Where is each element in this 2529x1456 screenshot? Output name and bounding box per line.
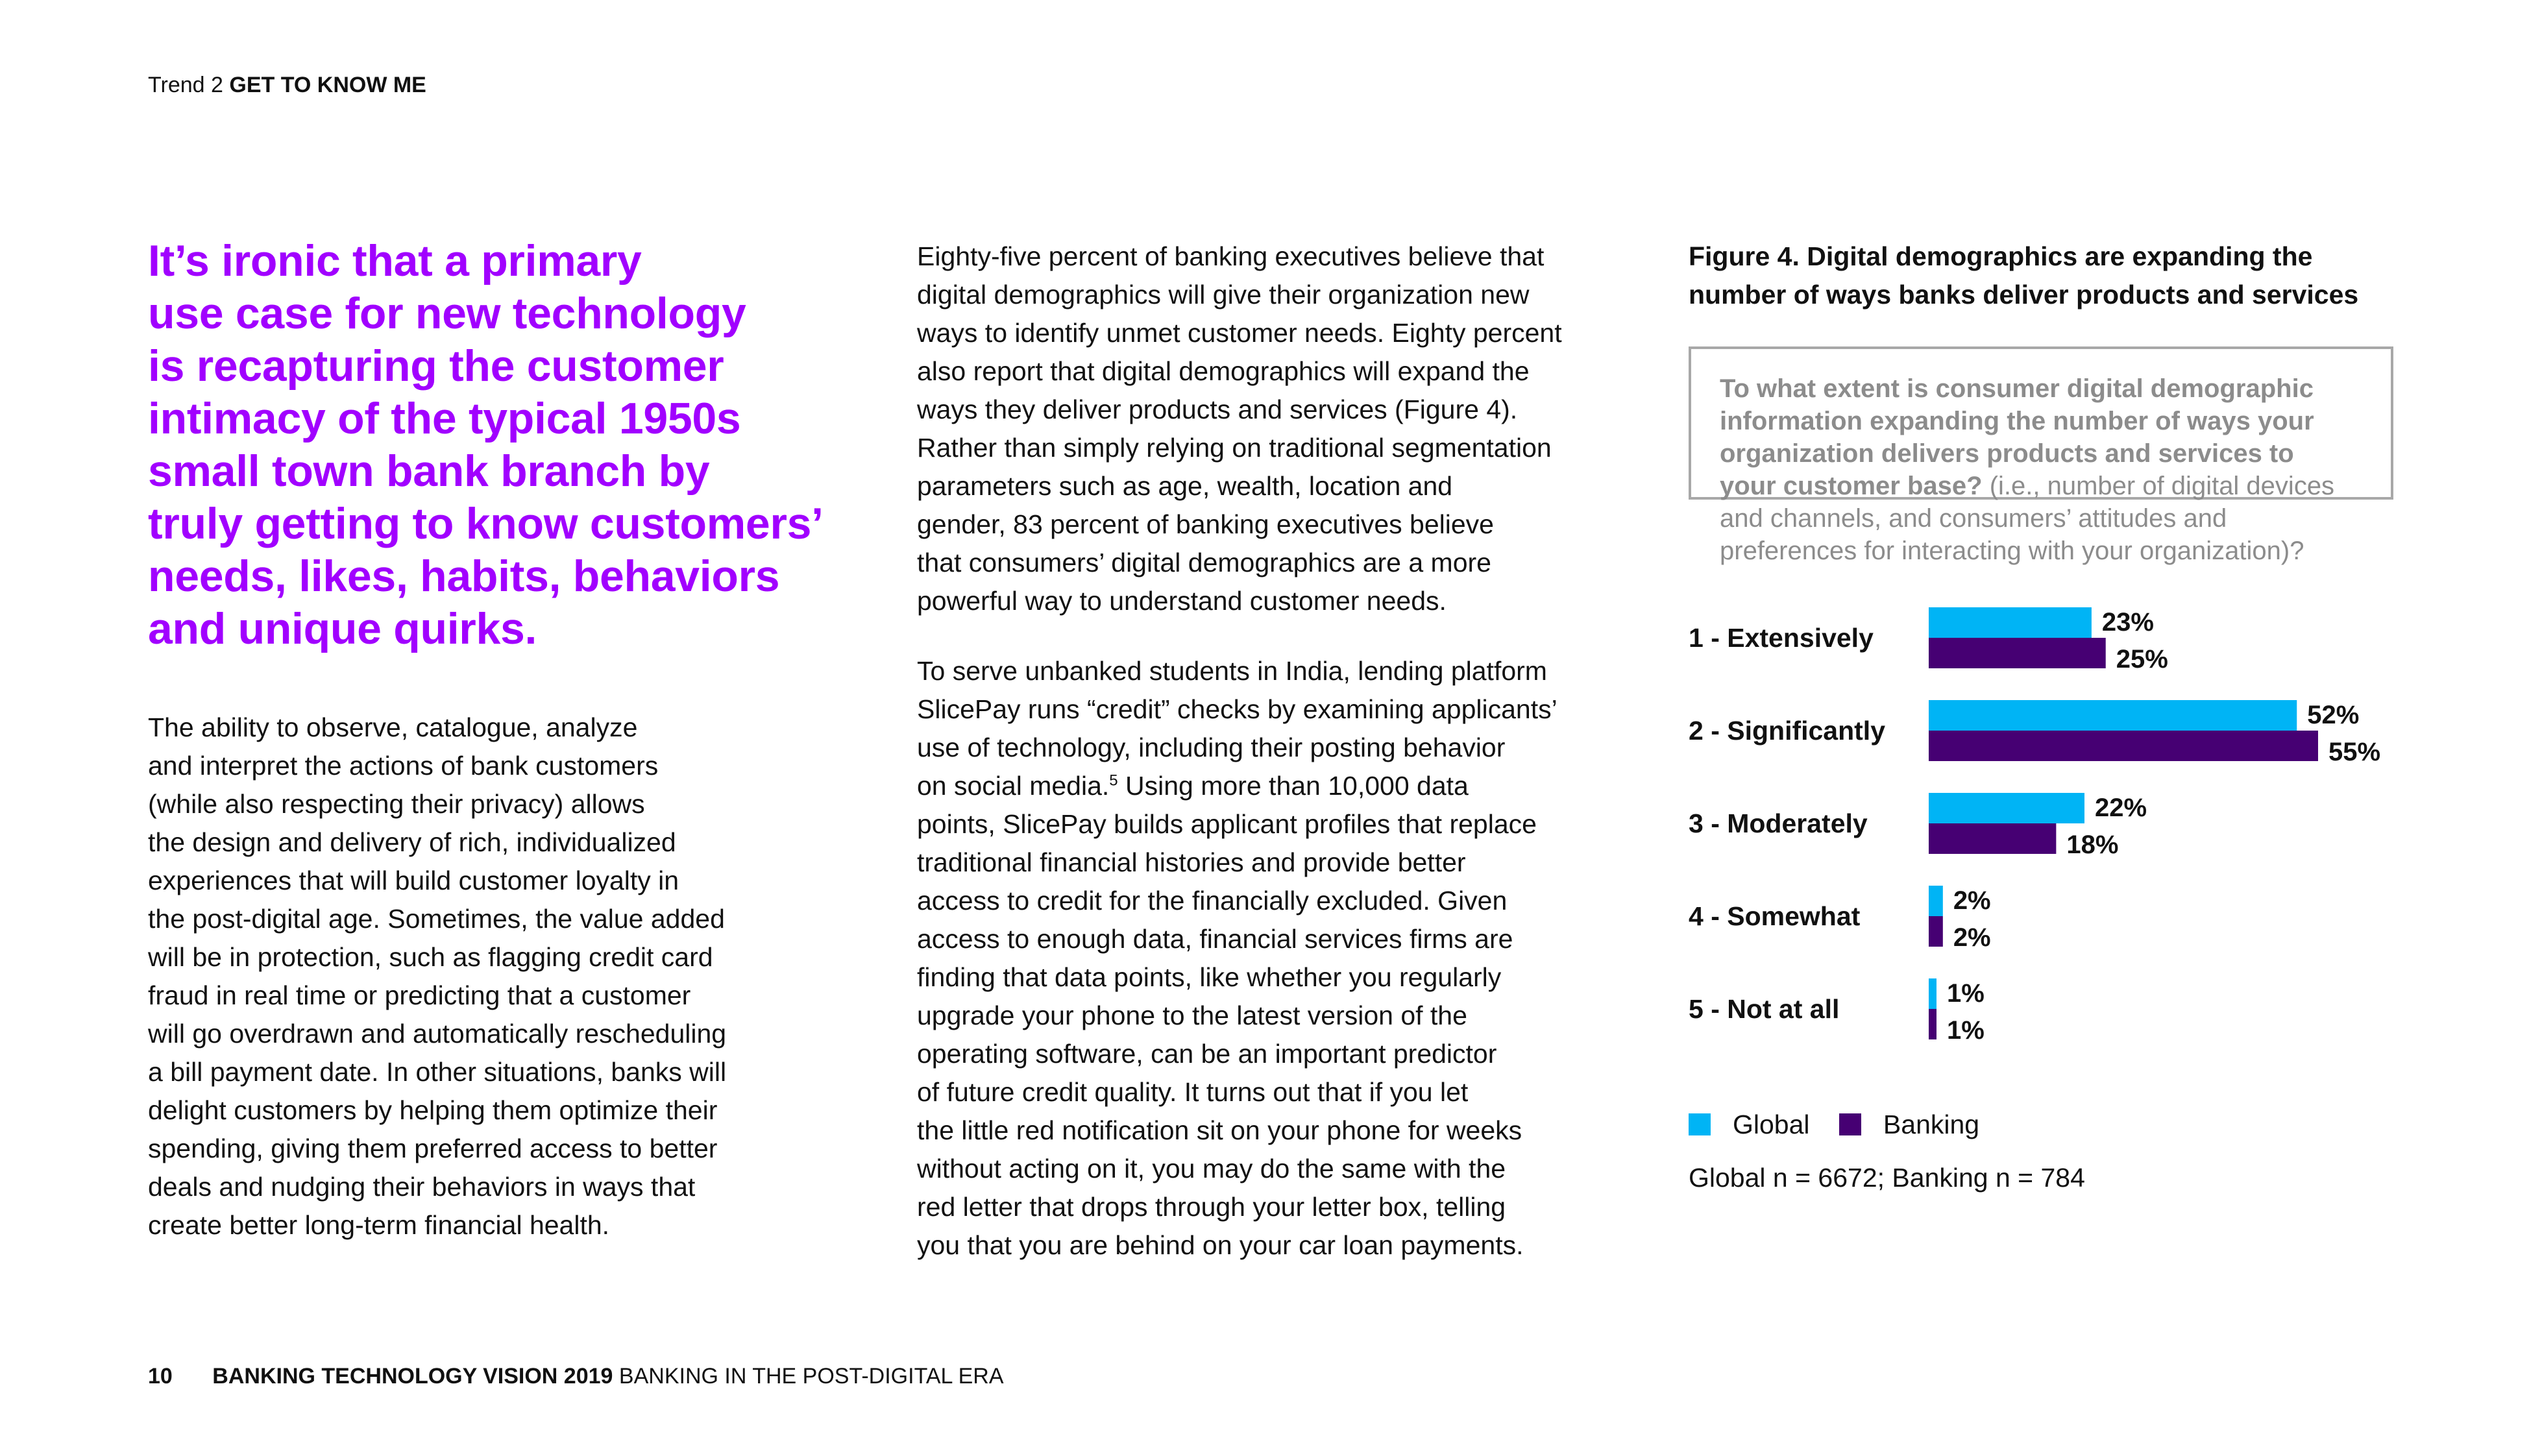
text-line: Rather than simply relying on traditional segmentation — [917, 433, 1552, 463]
pull-quote-line: needs, likes, habits, behaviors — [148, 552, 780, 601]
data-label-banking: 2% — [1953, 923, 1991, 952]
text-line: spending, giving them preferred access to better — [148, 1134, 718, 1163]
text-fragment: Using more than 10,000 data — [1118, 771, 1469, 801]
pull-quote-line: It’s ironic that a primary — [148, 236, 642, 285]
data-label-global: 52% — [2307, 701, 2360, 729]
bar-global — [1929, 978, 1936, 1009]
text-line: will be in protection, such as flagging credit card — [148, 942, 713, 972]
text-line: without acting on it, you may do the same with the — [917, 1154, 1506, 1183]
category-label: 1 - Extensively — [1689, 623, 1874, 653]
text-line: gender, 83 percent of banking executives believe — [917, 509, 1494, 539]
page-number: 10 — [148, 1364, 173, 1389]
text-line: the design and delivery of rich, individualized — [148, 827, 676, 857]
bar-banking — [1929, 916, 1943, 947]
question-fragment: (i.e., number of digital devices — [1982, 472, 2335, 500]
data-label-global: 2% — [1953, 886, 1991, 915]
data-label-global: 1% — [1947, 979, 1985, 1008]
data-label-global: 22% — [2095, 794, 2147, 822]
trend-title: GET TO KNOW ME — [229, 73, 426, 97]
text-line: The ability to observe, catalogue, analyze — [148, 712, 638, 742]
text-line: that consumers’ digital demographics are a more — [917, 548, 1491, 577]
question-fragment: your customer base? — [1720, 472, 1983, 500]
bar-chart — [1689, 607, 2402, 1045]
pull-quote-line: intimacy of the typical 1950s — [148, 394, 741, 443]
text-line: ways to identify unmet customer needs. Eighty percent — [917, 318, 1562, 348]
text-line: parameters such as age, wealth, location and — [917, 471, 1453, 501]
question-line — [1720, 470, 2362, 502]
figure-title — [1689, 237, 2402, 314]
data-label-banking: 25% — [2116, 645, 2168, 673]
text-line: powerful way to understand customer needs. — [917, 586, 1447, 616]
legend-label-global: Global — [1733, 1110, 1810, 1139]
question-line: organization delivers products and services to — [1720, 439, 2294, 468]
text-line: access to enough data, financial services firms are — [917, 924, 1513, 954]
text-line: access to credit for the financially excluded. Given — [917, 886, 1508, 916]
category-label: 4 - Somewhat — [1689, 901, 1861, 931]
legend-swatch-global — [1689, 1113, 1711, 1135]
legend-swatch-banking — [1839, 1113, 1861, 1135]
text-line: fraud in real time or predicting that a customer — [148, 980, 691, 1010]
data-label-banking: 1% — [1947, 1016, 1985, 1045]
category-label: 5 - Not at all — [1689, 994, 1840, 1024]
report-title: BANKING TECHNOLOGY VISION 2019 — [212, 1364, 613, 1389]
bar-banking — [1929, 823, 2056, 854]
left-column — [148, 235, 881, 1244]
middle-column — [917, 237, 1637, 1265]
text-line: (while also respecting their privacy) allows — [148, 789, 645, 819]
bar-banking — [1929, 731, 2318, 761]
text-line: delight customers by helping them optimize their — [148, 1095, 718, 1125]
pull-quote-line: use case for new technology — [148, 289, 746, 338]
bar-banking — [1929, 638, 2106, 668]
pull-quote-line: and unique quirks. — [148, 604, 537, 653]
chart-legend — [1689, 1108, 1979, 1141]
figure-title-line: number of ways banks deliver products and services — [1689, 280, 2359, 309]
category-label: 2 - Significantly — [1689, 716, 1885, 746]
question-line: To what extent is consumer digital demographic — [1720, 374, 2314, 403]
executives-paragraph — [917, 237, 1637, 620]
text-line: experiences that will build customer loyalty in — [148, 866, 679, 895]
sample-size-note: Global n = 6672; Banking n = 784 — [1689, 1163, 2085, 1193]
figure-column — [1689, 237, 2402, 1193]
text-line: and interpret the actions of bank customers — [148, 751, 659, 781]
text-line: create better long-term financial health. — [148, 1210, 610, 1240]
question-line: and channels, and consumers’ attitudes and — [1720, 504, 2227, 533]
text-line — [917, 767, 1637, 805]
text-line: upgrade your phone to the latest version of the — [917, 1001, 1467, 1030]
category-label: 3 - Moderately — [1689, 808, 1868, 838]
text-line: you that you are behind on your car loan payments. — [917, 1230, 1524, 1260]
running-header — [148, 73, 426, 98]
text-fragment: on social media. — [917, 771, 1110, 801]
pull-quote — [148, 235, 881, 655]
pull-quote-line: small town bank branch by — [148, 446, 710, 496]
survey-question-box — [1689, 346, 2393, 565]
text-line: SlicePay runs “credit” checks by examining applicants’ — [917, 694, 1558, 724]
text-line: a bill payment date. In other situations, banks will — [148, 1057, 727, 1087]
report-subtitle: BANKING IN THE POST-DIGITAL ERA — [618, 1364, 1004, 1389]
page-footer — [148, 1364, 1004, 1389]
question-line: preferences for interacting with your organization)? — [1720, 537, 2304, 565]
trend-label: Trend 2 — [148, 73, 223, 97]
question-line: information expanding the number of ways your — [1720, 407, 2314, 435]
text-line: operating software, can be an important predictor — [917, 1039, 1497, 1069]
text-line: the post-digital age. Sometimes, the value added — [148, 904, 725, 934]
text-line: finding that data points, like whether you regularly — [917, 962, 1502, 992]
text-line: the little red notification sit on your phone for weeks — [917, 1115, 1522, 1145]
pull-quote-line: truly getting to know customers’ — [148, 499, 824, 548]
text-line: traditional financial histories and provide better — [917, 847, 1466, 877]
data-label-banking: 18% — [2066, 831, 2119, 859]
slicepay-paragraph — [917, 652, 1637, 1265]
bar-banking — [1929, 1009, 1936, 1039]
text-line: use of technology, including their posting behavior — [917, 733, 1506, 762]
bar-global — [1929, 886, 1943, 916]
data-label-global: 23% — [2101, 608, 2154, 637]
text-line: points, SlicePay builds applicant profiles that replace — [917, 809, 1537, 839]
intro-paragraph — [148, 709, 881, 1244]
text-line: also report that digital demographics will expand the — [917, 356, 1530, 386]
text-line: To serve unbanked students in India, lending platform — [917, 656, 1547, 686]
figure-title-line: Figure 4. Digital demographics are expanding the — [1689, 241, 2313, 271]
data-label-banking: 55% — [2328, 738, 2381, 766]
text-line: Eighty-five percent of banking executives believe that — [917, 241, 1545, 271]
text-line: will go overdrawn and automatically rescheduling — [148, 1019, 727, 1049]
text-line: deals and nudging their behaviors in ways that — [148, 1172, 696, 1202]
text-line: digital demographics will give their organization new — [917, 280, 1530, 309]
legend-label-banking: Banking — [1883, 1110, 1980, 1139]
bar-global — [1929, 607, 2092, 638]
footnote-marker: 5 — [1109, 771, 1118, 790]
pull-quote-line: is recapturing the customer — [148, 341, 724, 391]
text-line: of future credit quality. It turns out that if you let — [917, 1077, 1469, 1107]
bar-global — [1929, 700, 2297, 731]
bar-global — [1929, 793, 2084, 823]
text-line: red letter that drops through your letter box, telling — [917, 1192, 1506, 1222]
text-line: ways they deliver products and services (Figure 4). — [917, 394, 1518, 424]
